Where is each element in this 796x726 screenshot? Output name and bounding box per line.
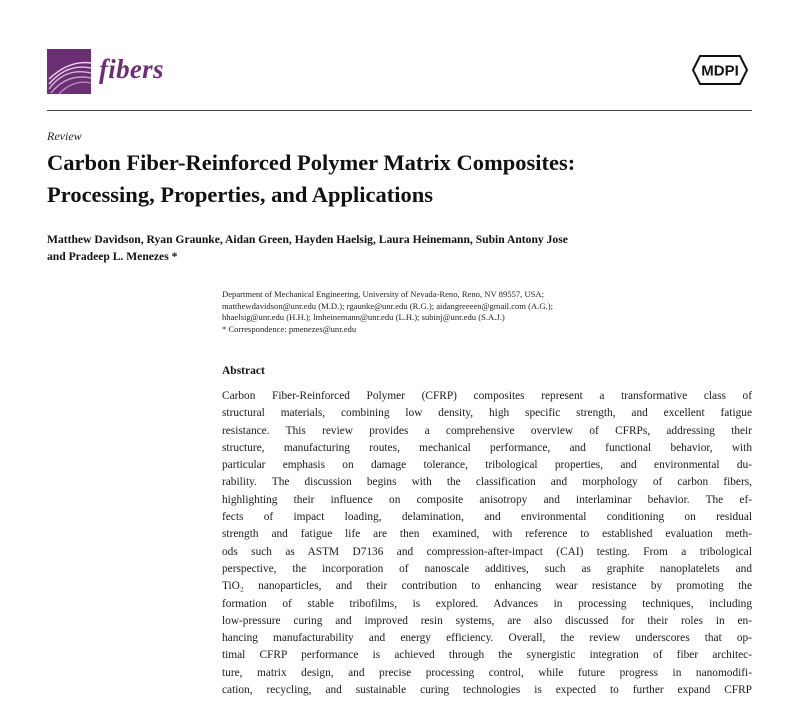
abstract-line: structure, manufacturing routes, mechanical performance, and functional behavior, with (222, 441, 752, 454)
publisher-logo-icon (692, 54, 748, 86)
abstract-line: Carbon Fiber-Reinforced Polymer (CFRP) composites represent a transformative class of (222, 390, 752, 402)
abstract-line: resistance. This review provides a comprehensive overview of CFRPs, addressing their (222, 424, 752, 437)
abstract-line: TiO₂ nanoparticles, and their contribution to enhancing wear resistance by promoting the (222, 580, 752, 593)
abstract-line: hancing manufacturability and energy efficiency. Overall, the review underscores that op- (222, 632, 752, 645)
correspondence-line: * Correspondence: pmenezes@unr.edu (222, 323, 357, 334)
header-divider (47, 110, 752, 111)
abstract-line: formation of stable tribofilms, is explored. Advances in processing techniques, including (222, 597, 752, 610)
publisher-name: MDPI (701, 62, 739, 80)
affiliation-line: Department of Mechanical Engineering, University of Nevada-Reno, Reno, NV 89557, USA; (222, 289, 545, 299)
journal-name: fibers (99, 54, 164, 84)
abstract-line: structural materials, combining low density, high specific strength, and excellent fatigue (222, 407, 752, 420)
title-line: Processing, Properties, and Applications (47, 182, 434, 207)
abstract-line: cation, recycling, and sustainable curing technologies is expected to further expand CFRP (222, 684, 752, 697)
authors-line: and Pradeep L. Menezes * (47, 250, 178, 263)
abstract-line: strength and fatigue life are then examined, with reference to established evaluation meth- (222, 528, 752, 541)
affiliation-line: matthewdavidson@unr.edu (M.D.); rgaunke@unr.edu (R.G.); aidangreeeen@gmail.com (A.G.); (222, 300, 553, 311)
abstract-body (222, 388, 752, 699)
journal-logo-icon (47, 49, 91, 94)
abstract-line: rability. The discussion begins with the classification and morphology of carbon fibers, (222, 476, 752, 489)
title-line: Carbon Fiber-Reinforced Polymer Matrix Composites: (47, 150, 576, 175)
affiliations (222, 289, 752, 335)
abstract-line: perspective, the incorporation of nanoscale additives, such as graphite nanoplatelets and (222, 562, 752, 575)
journal-header (0, 0, 796, 112)
article-title (47, 147, 747, 211)
abstract-line: fects of impact loading, delamination, and environmental conditioning on residual (222, 511, 752, 524)
author-list (47, 231, 747, 265)
abstract-line: particular emphasis on damage tolerance, tribological properties, and environmental du- (222, 459, 752, 472)
article-type: Review (47, 129, 82, 143)
abstract-heading: Abstract (222, 365, 265, 377)
abstract-line: highlighting their influence on composite anisotropy and interlaminar behavior. The ef- (222, 493, 752, 506)
abstract-line: ods such as ASTM D7136 and compression-after-impact (CAI) testing. From a tribological (222, 545, 752, 558)
abstract-line: timal CFRP performance is achieved through the synergistic integration of fiber architec- (222, 649, 752, 662)
affiliation-line: hhaelsig@unr.edu (H.H.); lmheinemann@unr.edu (L.H.); subinj@unr.edu (S.A.J.) (222, 312, 505, 322)
abstract-line: ture, matrix design, and precise processing control, while future progress in nanomodifi- (222, 666, 752, 679)
authors-line: Matthew Davidson, Ryan Graunke, Aidan Green, Hayden Haelsig, Laura Heinemann, Subin Antony Jose (47, 233, 568, 246)
abstract-line: low-pressure curing and improved resin systems, are also discussed for their roles in en- (222, 614, 752, 627)
